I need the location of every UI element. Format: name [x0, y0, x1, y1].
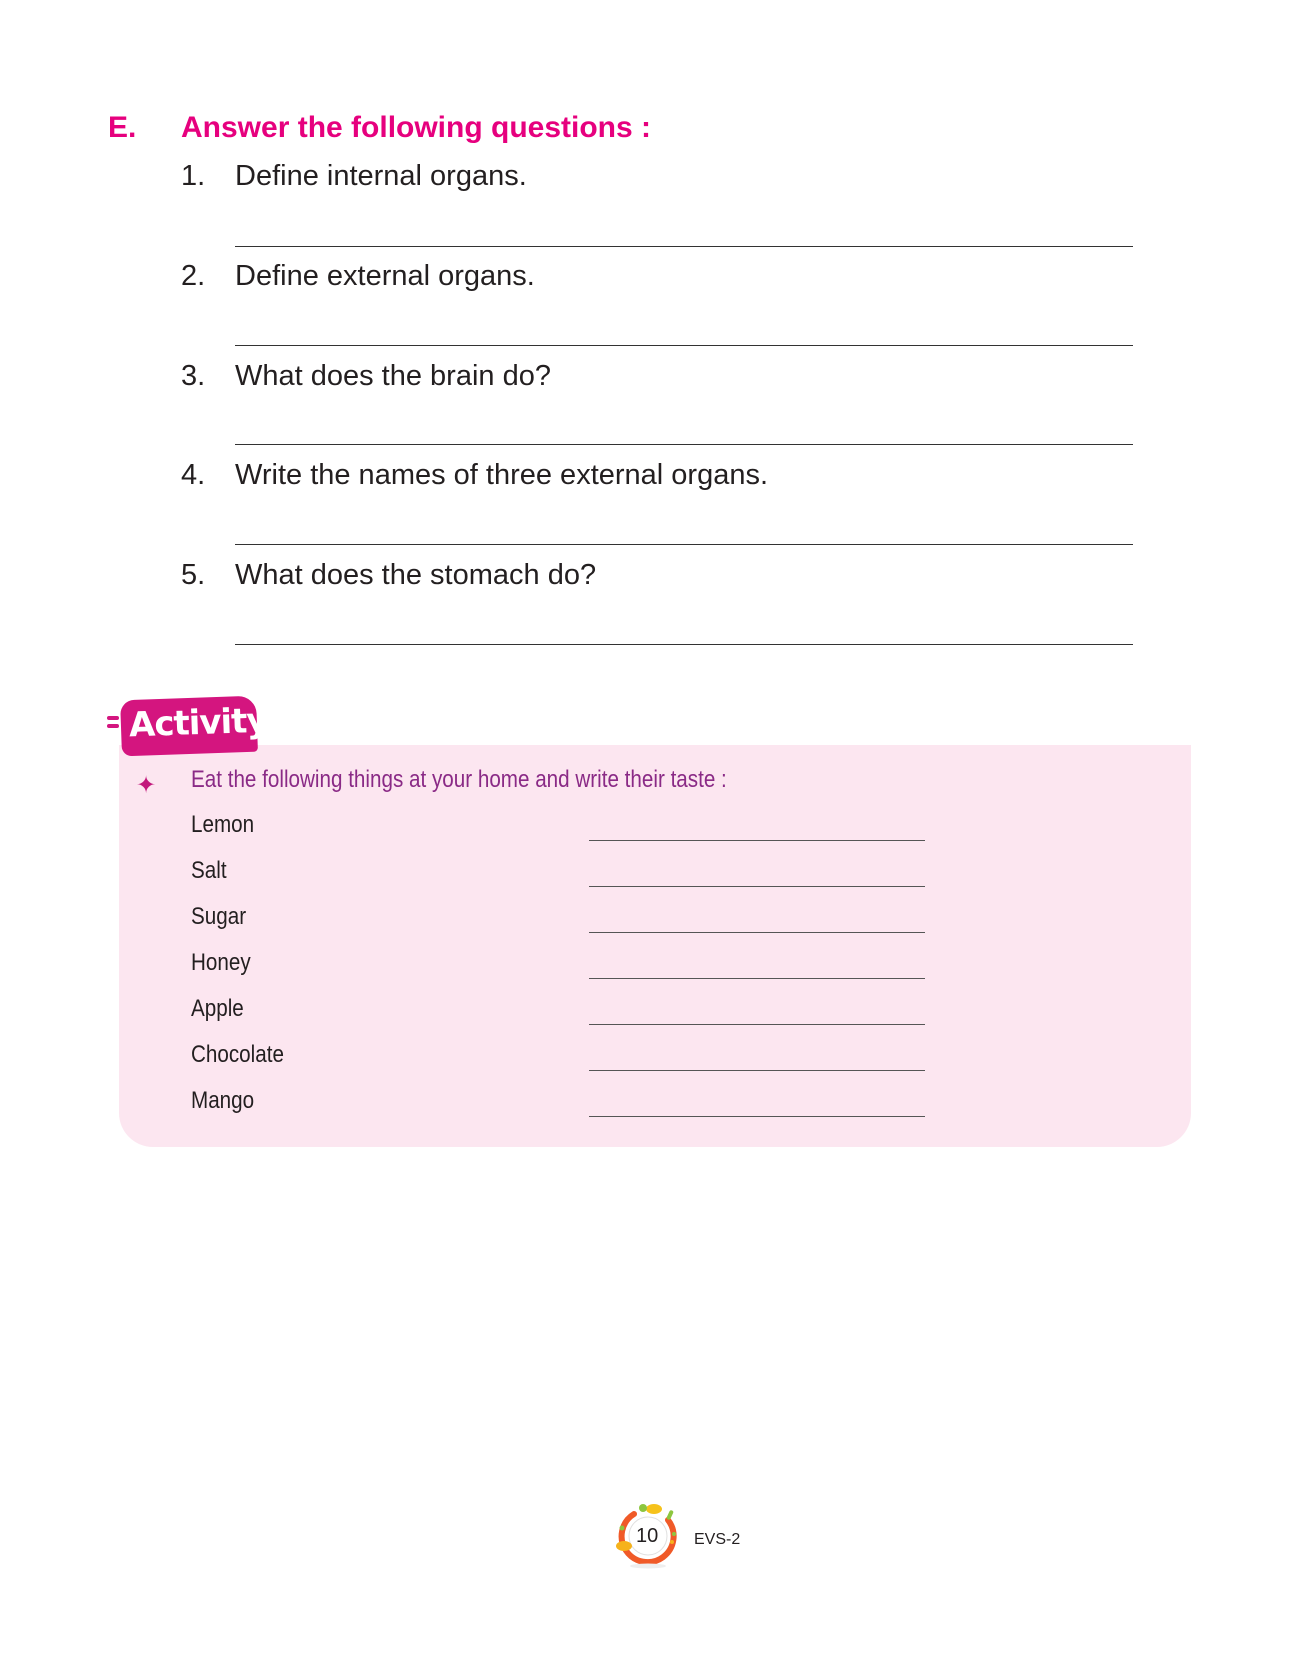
question-text: Define internal organs.: [235, 160, 527, 192]
question-number: 1.: [181, 160, 206, 192]
question-text: What does the brain do?: [235, 360, 551, 392]
taste-line-apple[interactable]: [589, 1024, 925, 1025]
question-1: [181, 160, 527, 193]
activity-item-honey: Honey: [191, 949, 251, 976]
section-letter: E.: [108, 111, 137, 144]
taste-line-mango[interactable]: [589, 1116, 925, 1117]
answer-line-3[interactable]: [235, 444, 1133, 445]
question-text: What does the stomach do?: [235, 559, 597, 591]
activity-tab-dash: [107, 716, 119, 720]
activity-box: [119, 745, 1191, 1147]
question-3: [181, 360, 551, 393]
answer-line-2[interactable]: [235, 345, 1133, 346]
question-5: [181, 559, 596, 592]
question-number: 3.: [181, 360, 206, 392]
taste-line-lemon[interactable]: [589, 840, 925, 841]
taste-line-sugar[interactable]: [589, 932, 925, 933]
question-number: 4.: [181, 459, 206, 491]
activity-item-mango: Mango: [191, 1087, 255, 1114]
taste-line-salt[interactable]: [589, 886, 925, 887]
activity-item-salt: Salt: [191, 857, 227, 884]
activity-item-sugar: Sugar: [191, 903, 247, 930]
answer-line-5[interactable]: [235, 644, 1133, 645]
activity-instruction: Eat the following things at your home and write their taste :: [191, 766, 727, 793]
answer-line-1[interactable]: [235, 246, 1133, 247]
taste-line-chocolate[interactable]: [589, 1070, 925, 1071]
activity-label: Activity: [128, 700, 269, 746]
question-2: [181, 260, 535, 293]
activity-item-chocolate: Chocolate: [191, 1041, 284, 1068]
activity-item-apple: Apple: [191, 995, 244, 1022]
activity-item-lemon: Lemon: [191, 811, 255, 838]
question-4: [181, 459, 768, 492]
section-title: Answer the following questions :: [181, 111, 652, 144]
answer-line-4[interactable]: [235, 544, 1133, 545]
page-number: 10: [636, 1525, 659, 1547]
activity-tab-dash: [107, 724, 119, 728]
question-number: 2.: [181, 260, 206, 292]
star-bullet-icon: ✦: [136, 772, 157, 799]
question-text: Write the names of three external organs.: [235, 459, 769, 491]
book-code: EVS-2: [694, 1531, 741, 1548]
question-number: 5.: [181, 559, 206, 591]
taste-line-honey[interactable]: [589, 978, 925, 979]
question-text: Define external organs.: [235, 260, 535, 292]
